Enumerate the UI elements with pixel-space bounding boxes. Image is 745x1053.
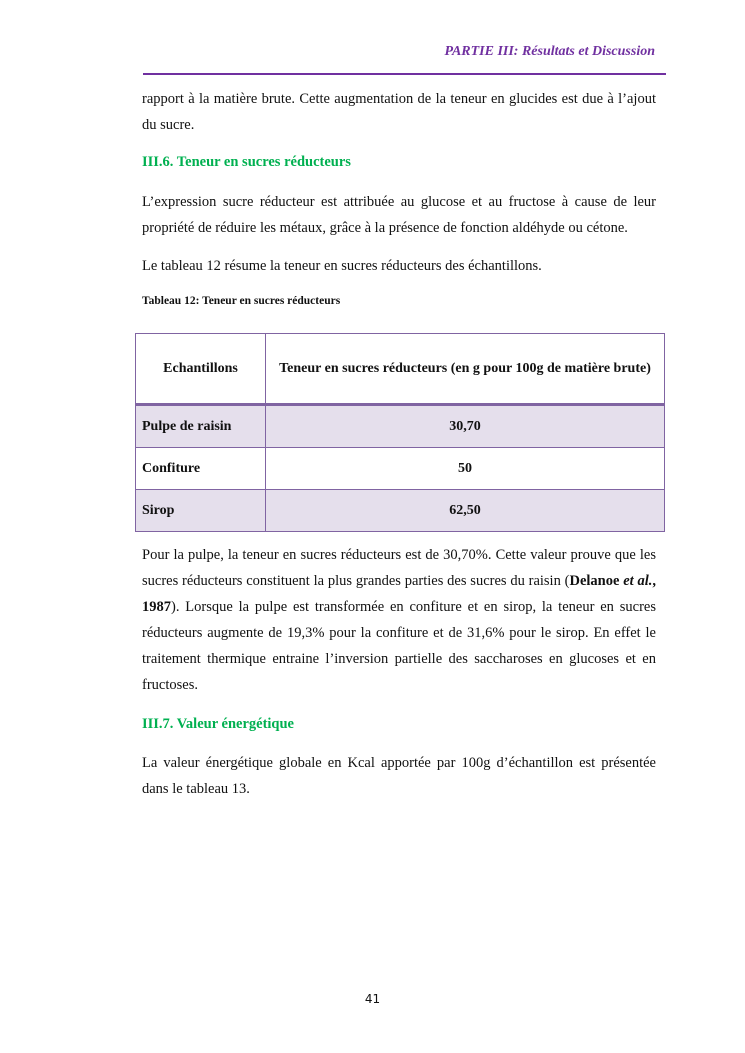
paragraph-table-intro: Le tableau 12 résume la teneur en sucres réducteurs des échantillons. [142, 258, 542, 274]
table-header-row [136, 334, 665, 405]
paragraph-discussion [142, 542, 656, 698]
table-row [136, 448, 665, 490]
table-row [136, 490, 665, 532]
paragraph-intro: rapport à la matière brute. Cette augmentation de la teneur en glucides est due à l’ajout du sucre. [142, 91, 656, 133]
page-number: 41 [364, 992, 381, 1006]
section-heading-energy-value: III.7. Valeur énergétique [142, 716, 294, 732]
table-row [136, 405, 665, 448]
table-caption: Tableau 12: Teneur en sucres réducteurs [142, 295, 341, 307]
running-header: PARTIE III: Résultats et Discussion [444, 44, 655, 59]
paragraph-energy: La valeur énergétique globale en Kcal apportée par 100g d’échantillon est présentée dans le tableau 13. [142, 755, 656, 797]
discussion-text-part1: Pour la pulpe, la teneur en sucres réducteurs est de 30,70%. Cette valeur prouve que les sucres réducteurs constituent la plus grandes parties des sucres du raisin ( [142, 547, 656, 589]
header-rule [143, 73, 666, 75]
row-sample-value: 62,50 [266, 490, 665, 532]
discussion-text-part2: ). Lorsque la pulpe est transformée en confiture et en sirop, la teneur en sucres réducteurs augmente de 19,3% pour la confiture et de 31,6% pour le sirop. En effet le traitement thermique entraine l’inversion partielle des saccharoses en glucoses et en fructoses. [142, 599, 656, 693]
section-heading-reducing-sugars: III.6. Teneur en sucres réducteurs [142, 154, 351, 170]
column-header-samples: Echantillons [136, 334, 266, 405]
reducing-sugars-table [135, 333, 665, 532]
citation-etal: et al. [623, 573, 653, 589]
citation-year: , 1987 [142, 573, 656, 615]
row-sample-value: 50 [266, 448, 665, 490]
paragraph-definition: L’expression sucre réducteur est attribuée au glucose et au fructose à cause de leur propriété de réduire les métaux, grâce à la présence de fonction aldéhyde ou cétone. [142, 194, 656, 236]
row-sample-value: 30,70 [266, 405, 665, 448]
row-sample-name: Sirop [136, 490, 266, 532]
citation-author: Delanoe [569, 573, 620, 589]
row-sample-name: Pulpe de raisin [136, 405, 266, 448]
row-sample-name: Confiture [136, 448, 266, 490]
column-header-content: Teneur en sucres réducteurs (en g pour 100g de matière brute) [266, 334, 665, 405]
